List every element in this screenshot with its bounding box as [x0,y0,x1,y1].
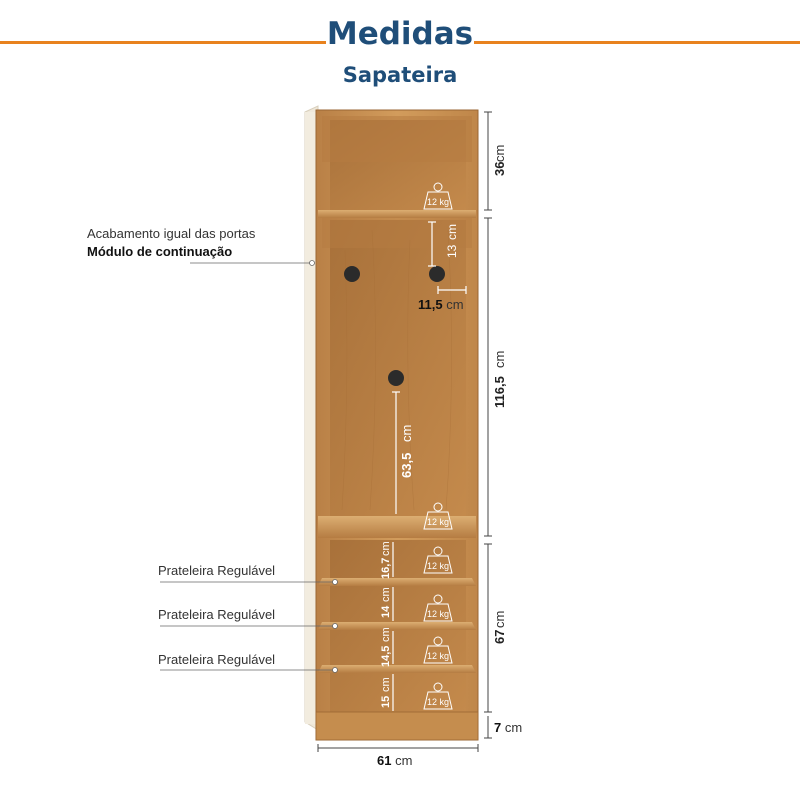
base-plinth [316,712,478,740]
shoe-shelf-2 [318,622,476,630]
dim-gap-2-unit: cm [380,587,392,602]
base-height-value: 7 [494,720,502,735]
dim-rod-height: 63,5 [399,452,414,478]
base-height-unit: cm [504,720,523,735]
dim-top-height-unit: cm [492,144,507,162]
hook-center [388,370,404,386]
width-value: 61 [377,753,392,768]
base-height-label [494,720,522,735]
dim-bottom-height: 67 [492,629,507,644]
dim-gap-3: 14,5 [380,645,392,667]
width-label [377,753,412,768]
shelf-label-3: Prateleira Regulável [158,652,276,667]
page-title: Medidas [326,16,474,52]
dim-middle-height: 116,5 [492,376,507,408]
dim-hook-drop: 13 [445,244,459,258]
dim-gap-2: 14 [380,605,392,618]
hook-spacing-label [418,297,464,312]
dim-hook-drop-unit: cm [445,224,459,240]
hook-right [429,266,445,282]
top-shelf [318,210,476,218]
dim-top-height: 36 [492,161,507,176]
hook-left [344,266,360,282]
hook-spacing-value: 11,5 [418,297,443,312]
weight-badge-label: 12 kg [426,651,450,661]
weight-badge-label: 12 kg [426,609,450,619]
shelf-label-1: Prateleira Regulável [158,563,276,578]
shoe-shelf-1 [318,578,476,586]
finish-callout: Acabamento igual das portas [87,226,256,241]
dim-gap-1: 16,7 [380,557,392,579]
shelf-label-2: Prateleira Regulável [158,607,276,622]
top-compartment-ceiling [322,116,472,162]
weight-badge-label: 12 kg [426,697,450,707]
weight-badge-label: 12 kg [426,197,450,207]
middle-compartment-back [330,220,466,518]
dim-gap-1-unit: cm [380,541,392,556]
hook-spacing-unit: cm [446,297,464,312]
weight-badge-label: 12 kg [426,517,450,527]
width-unit: cm [395,753,413,768]
dim-middle-height-unit: cm [492,350,507,368]
weight-badge-label: 12 kg [426,561,450,571]
dim-gap-3-unit: cm [380,627,392,642]
page-subtitle: Sapateira [342,63,458,87]
shoe-shelf-3 [318,665,476,673]
dim-rod-height-unit: cm [399,424,414,442]
dim-gap-4-unit: cm [380,677,392,692]
dim-gap-4: 15 [380,695,392,708]
module-callout: Módulo de continuação [87,244,233,259]
middle-shelf [318,516,476,538]
dim-bottom-height-unit: cm [492,610,507,628]
